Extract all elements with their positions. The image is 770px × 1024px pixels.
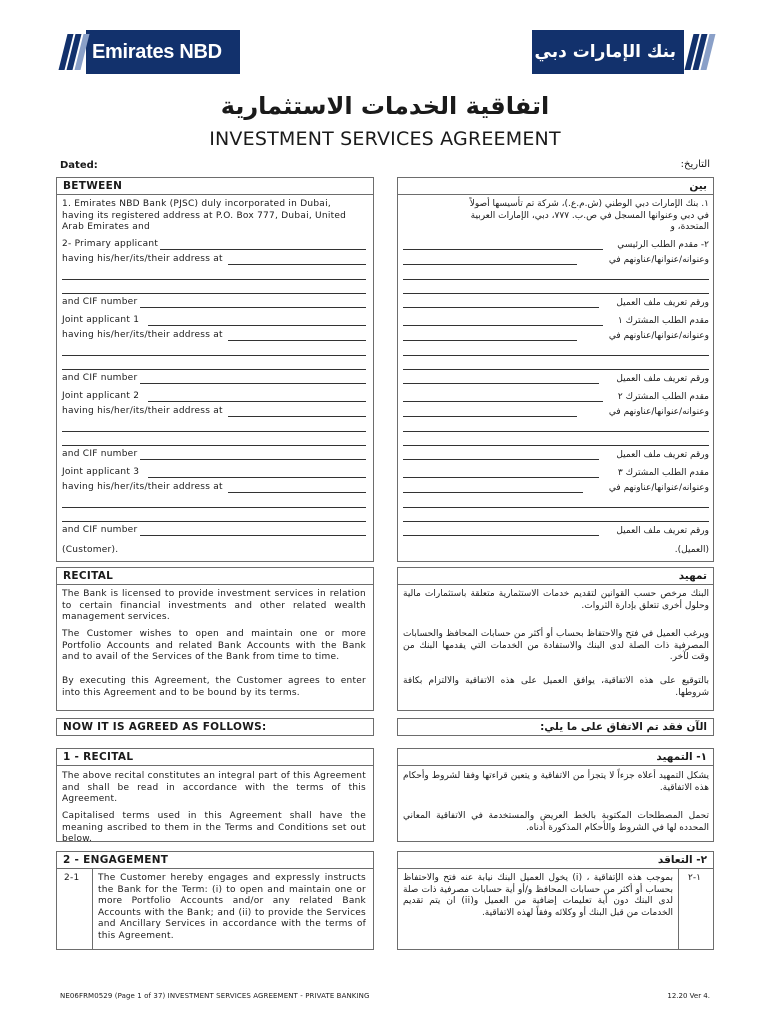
title-arabic: اتفاقية الخدمات الاستثمارية	[220, 92, 550, 120]
clause-2-1-text: The Customer hereby engages and expressly instructs the Bank for the Term: (i) to open and maintain one or more Portfolio Accounts and/or any related Bank Accounts with the Bank; and (ii) to provide the Services and Ancillary Services in accordance with the terms of this Agreement.	[98, 873, 366, 941]
joint1-cif-label-ar: ورقم تعريف ملف العميل	[616, 374, 709, 384]
primary-cif-field-ar[interactable]	[403, 307, 599, 308]
joint1-address-line-3-ar[interactable]	[403, 369, 709, 370]
joint1-address-line-2[interactable]	[62, 355, 366, 356]
primary-applicant-label: 2- Primary applicant	[62, 239, 159, 249]
primary-address-field[interactable]	[228, 264, 366, 265]
section-1-paragraph-1: The above recital constitutes an integral part of this Agreement and shall be read in accordance with the terms of this Agreement.	[62, 771, 366, 804]
primary-address-label-ar: وعنوانه/عنوانها/عناونهم في	[608, 255, 709, 265]
section-1-paragraph-1-ar: يشكل التمهيد أعلاه جزءاً لا يتجزأ من الاتفاقية و يتعين قراءتها وفقا لشروط وأحكام هذه الاتفاقية.	[403, 771, 709, 793]
clause-2-1-number-ar: ١-٢	[688, 873, 701, 883]
primary-address-field-ar[interactable]	[403, 264, 577, 265]
bank-line-3-ar: المتحدة، و	[670, 222, 709, 232]
joint2-label-ar: مقدم الطلب المشترك ٢	[617, 392, 709, 402]
section-1-header: 1 - RECITAL	[56, 748, 374, 766]
section-1-paragraph-2: Capitalised terms used in this Agreement shall have the meaning ascribed to them in the Terms and Conditions set out below.	[62, 811, 366, 844]
recital-header: RECITAL	[56, 567, 374, 585]
joint1-address-label: having his/her/its/their address at	[62, 330, 223, 340]
joint2-address-field-ar[interactable]	[403, 416, 577, 417]
joint1-address-field-ar[interactable]	[403, 340, 577, 341]
joint1-label-ar: مقدم الطلب المشترك ١	[617, 316, 709, 326]
logo-mark-icon	[684, 30, 712, 74]
section-1-header-ar: ١- التمهيد	[397, 748, 714, 766]
joint3-cif-field-ar[interactable]	[403, 535, 599, 536]
emirates-nbd-logo-ar	[465, 30, 712, 74]
joint2-cif-field[interactable]	[140, 459, 366, 460]
joint3-address-line-2[interactable]	[62, 507, 366, 508]
recital-header-ar: تمهيد	[397, 567, 714, 585]
joint2-address-label: having his/her/its/their address at	[62, 406, 223, 416]
customer-label-ar: (العميل).	[674, 545, 709, 555]
section-2-header: 2 - ENGAGEMENT	[56, 851, 374, 869]
joint3-address-field[interactable]	[228, 492, 366, 493]
joint2-address-line-2[interactable]	[62, 431, 366, 432]
primary-applicant-label-ar: ٢- مقدم الطلب الرئيسي	[617, 240, 709, 250]
between-header: BETWEEN	[56, 177, 374, 195]
recital-paragraph-3-ar: بالتوقيع على هذه الاتفاقية، يوافق العميل على هذه الاتفاقية والالتزام بكافة شروطها.	[403, 676, 709, 698]
joint1-label: Joint applicant 1	[62, 315, 140, 325]
joint1-field[interactable]	[148, 325, 366, 326]
joint1-cif-field-ar[interactable]	[403, 383, 599, 384]
recital-paragraph-3: By executing this Agreement, the Customer agrees to enter into this Agreement and to be bound by its terms.	[62, 676, 366, 698]
primary-cif-label: and CIF number	[62, 297, 138, 307]
title-english: INVESTMENT SERVICES AGREEMENT	[209, 128, 561, 150]
joint3-address-label: having his/her/its/their address at	[62, 482, 223, 492]
joint2-field-ar[interactable]	[403, 401, 603, 402]
joint1-address-line-3[interactable]	[62, 369, 366, 370]
joint3-address-line-3[interactable]	[62, 521, 366, 522]
primary-address-line-2-ar[interactable]	[403, 279, 709, 280]
section-1-paragraph-2-ar: تحمل المصطلحات المكتوبة بالخط العريض والمستخدمة في الاتفاقية المعاني المحدده لها في الشروط والأحكام المذكورة أدناه.	[403, 811, 709, 833]
joint2-address-line-3-ar[interactable]	[403, 445, 709, 446]
joint3-address-line-3-ar[interactable]	[403, 521, 709, 522]
joint2-label: Joint applicant 2	[62, 391, 140, 401]
dated-label: Dated:	[60, 160, 98, 171]
section-2-header-ar: ٢- التعاقد	[397, 851, 714, 869]
joint2-address-label-ar: وعنوانه/عنوانها/عناونهم في	[608, 407, 709, 417]
logo-text-ar: بنك الإمارات دبي الوطني	[465, 42, 676, 62]
recital-paragraph-2-ar: ويرغب العميل في فتح والاحتفاظ بحساب أو أكثر من حسابات المحافظ والحسابات المصرفية ذات الصلة لدى البنك والاستفادة من الخدمات التي يقدمها البنك من وقت لآخر.	[403, 629, 709, 662]
clause-2-1-number: 2-1	[64, 873, 80, 883]
footer-version: 12.20 Ver 4.	[667, 992, 710, 1000]
joint2-cif-label: and CIF number	[62, 449, 138, 459]
agreed-header-ar: الآن فقد تم الاتفاق على ما يلي:	[397, 718, 714, 736]
agreed-header: NOW IT IS AGREED AS FOLLOWS:	[56, 718, 374, 736]
joint2-field[interactable]	[148, 401, 366, 402]
recital-paragraph-1: The Bank is licensed to provide investment services in relation to certain financial investments and other related wealth management services.	[62, 589, 366, 622]
joint3-address-label-ar: وعنوانه/عنوانها/عناونهم في	[608, 483, 709, 493]
clause-2-1-text-ar: بموجب هذه الإتفاقية ، (i) يخول العميل البنك نيابة عنه فتح والاحتفاظ بحساب أو أكثر من حسابات المحافظ و/أو أية حسابات مصرفية ذات صلة لدى البنك دون أية تعليمات إضافية من العميل و(ii) ان يتم تقديم الخدمات من قبل البنك أو وكلائه وفقاً لهذه الاتفاقية.	[403, 873, 674, 918]
joint3-address-field-ar[interactable]	[403, 492, 583, 493]
logo-text-en: Emirates NBD	[92, 40, 222, 63]
primary-address-line-2[interactable]	[62, 279, 366, 280]
primary-cif-field[interactable]	[140, 307, 366, 308]
joint1-cif-field[interactable]	[140, 383, 366, 384]
bank-line-2: having its registered address at P.O. Box 777, Dubai, United	[62, 211, 347, 221]
joint1-address-line-2-ar[interactable]	[403, 355, 709, 356]
joint3-label-ar: مقدم الطلب المشترك ٣	[617, 468, 709, 478]
joint3-label: Joint applicant 3	[62, 467, 140, 477]
bank-line-2-ar: في دبي وعنوانها المسجل في ص.ب. ٧٧٧، دبي، الإمارات العربية	[470, 211, 709, 221]
bank-line-1: 1. Emirates NBD Bank (PJSC) duly incorporated in Dubai,	[62, 199, 331, 209]
joint1-address-label-ar: وعنوانه/عنوانها/عناونهم في	[608, 331, 709, 341]
between-header-ar: بين	[397, 177, 714, 195]
section-2-divider-ar	[678, 869, 679, 950]
recital-paragraph-2: The Customer wishes to open and maintain one or more Portfolio Accounts and related Bank Accounts with the Bank and to avail of the Services of the Bank from time to time.	[62, 629, 366, 662]
joint1-field-ar[interactable]	[403, 325, 603, 326]
primary-address-label: having his/her/its/their address at	[62, 254, 223, 264]
customer-label: (Customer).	[62, 545, 119, 555]
joint2-address-line-2-ar[interactable]	[403, 431, 709, 432]
logo-mark-icon	[58, 30, 86, 74]
emirates-nbd-logo-en	[58, 30, 240, 74]
joint3-address-line-2-ar[interactable]	[403, 507, 709, 508]
joint2-cif-label-ar: ورقم تعريف ملف العميل	[616, 450, 709, 460]
joint1-cif-label: and CIF number	[62, 373, 138, 383]
footer-document-id: NE06FRM0529 (Page 1 of 37) INVESTMENT SERVICES AGREEMENT - PRIVATE BANKING	[60, 992, 370, 1000]
primary-applicant-field-ar[interactable]	[403, 249, 603, 250]
joint3-field[interactable]	[148, 477, 366, 478]
joint3-cif-label-ar: ورقم تعريف ملف العميل	[616, 526, 709, 536]
joint3-cif-label: and CIF number	[62, 525, 138, 535]
primary-address-line-3-ar[interactable]	[403, 293, 709, 294]
primary-applicant-field[interactable]	[160, 249, 366, 250]
joint2-cif-field-ar[interactable]	[403, 459, 599, 460]
joint3-field-ar[interactable]	[403, 477, 599, 478]
bank-line-1-ar: ١. بنك الإمارات دبي الوطني (ش.م.ع.)، شركة تم تأسيسها أصولاً	[469, 199, 709, 209]
primary-cif-label-ar: ورقم تعريف ملف العميل	[616, 298, 709, 308]
joint3-cif-field[interactable]	[140, 535, 366, 536]
section-2-divider	[92, 869, 93, 950]
dated-label-ar: التاريخ:	[680, 159, 710, 170]
recital-paragraph-1-ar: البنك مرخص حسب القوانين لتقديم خدمات الاستثمارية متعلقة باستثمارات مالية وحلول أخرى تتعلق بإدارة الثروات.	[403, 589, 709, 611]
bank-line-3: Arab Emirates and	[62, 222, 150, 232]
joint2-address-line-3[interactable]	[62, 445, 366, 446]
joint2-address-field[interactable]	[228, 416, 366, 417]
joint1-address-field[interactable]	[228, 340, 366, 341]
primary-address-line-3[interactable]	[62, 293, 366, 294]
